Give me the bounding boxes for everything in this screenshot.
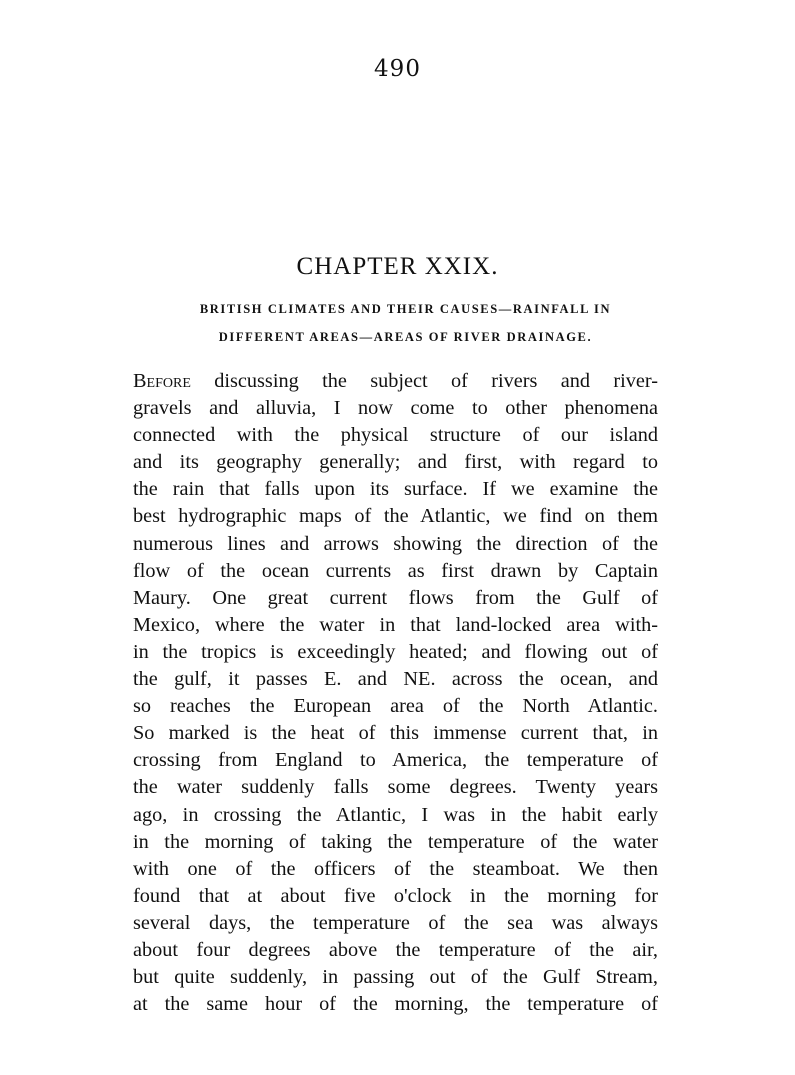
body-line: but quite suddenly, in passing out of the Gulf Stream,	[133, 966, 658, 989]
body-line: found that at about five o'clock in the morning for	[133, 884, 658, 907]
opening-word: Before	[133, 370, 191, 392]
body-text	[133, 368, 658, 1018]
body-line: with one of the officers of the steamboat. We then	[133, 857, 658, 880]
body-line: about four degrees above the temperature of the air,	[133, 938, 658, 961]
body-line: Mexico, where the water in that land-locked area with-	[133, 613, 658, 636]
body-line: the gulf, it passes E. and NE. across the ocean, and	[133, 668, 658, 691]
body-line: in the morning of taking the temperature of the water	[133, 830, 658, 853]
body-line: in the tropics is exceedingly heated; and flowing out of	[133, 640, 658, 663]
body-line: several days, the temperature of the sea was always	[133, 911, 658, 934]
body-line: connected with the physical structure of our island	[133, 424, 658, 447]
body-line: so reaches the European area of the North Atlantic.	[133, 695, 658, 718]
body-line: at the same hour of the morning, the temperature of	[133, 993, 658, 1016]
body-line: the rain that falls upon its surface. If we examine the	[133, 478, 658, 501]
body-line: ago, in crossing the Atlantic, I was in the habit early	[133, 803, 658, 826]
chapter-subtitle-line-1: BRITISH CLIMATES AND THEIR CAUSES—RAINFALL IN	[199, 302, 612, 316]
body-line: and its geography generally; and first, with regard to	[133, 451, 658, 474]
chapter-title: CHAPTER XXIX.	[296, 253, 499, 280]
body-line: crossing from England to America, the temperature of	[133, 749, 658, 772]
body-line	[133, 368, 658, 395]
page-number: 490	[374, 56, 421, 82]
body-line: Maury. One great current flows from the Gulf of	[133, 586, 658, 609]
body-line: So marked is the heat of this immense current that, in	[133, 722, 658, 745]
body-line: the water suddenly falls some degrees. Twenty years	[133, 776, 658, 799]
body-line-text: discussing the subject of rivers and river-	[190, 370, 658, 392]
body-line: gravels and alluvia, I now come to other phenomena	[133, 397, 658, 420]
body-line: best hydrographic maps of the Atlantic, we find on them	[133, 505, 658, 528]
chapter-subtitle-line-2: DIFFERENT AREAS—AREAS OF RIVER DRAINAGE.	[218, 330, 593, 344]
body-line: flow of the ocean currents as first drawn by Captain	[133, 559, 658, 582]
body-line: numerous lines and arrows showing the direction of the	[133, 532, 658, 555]
